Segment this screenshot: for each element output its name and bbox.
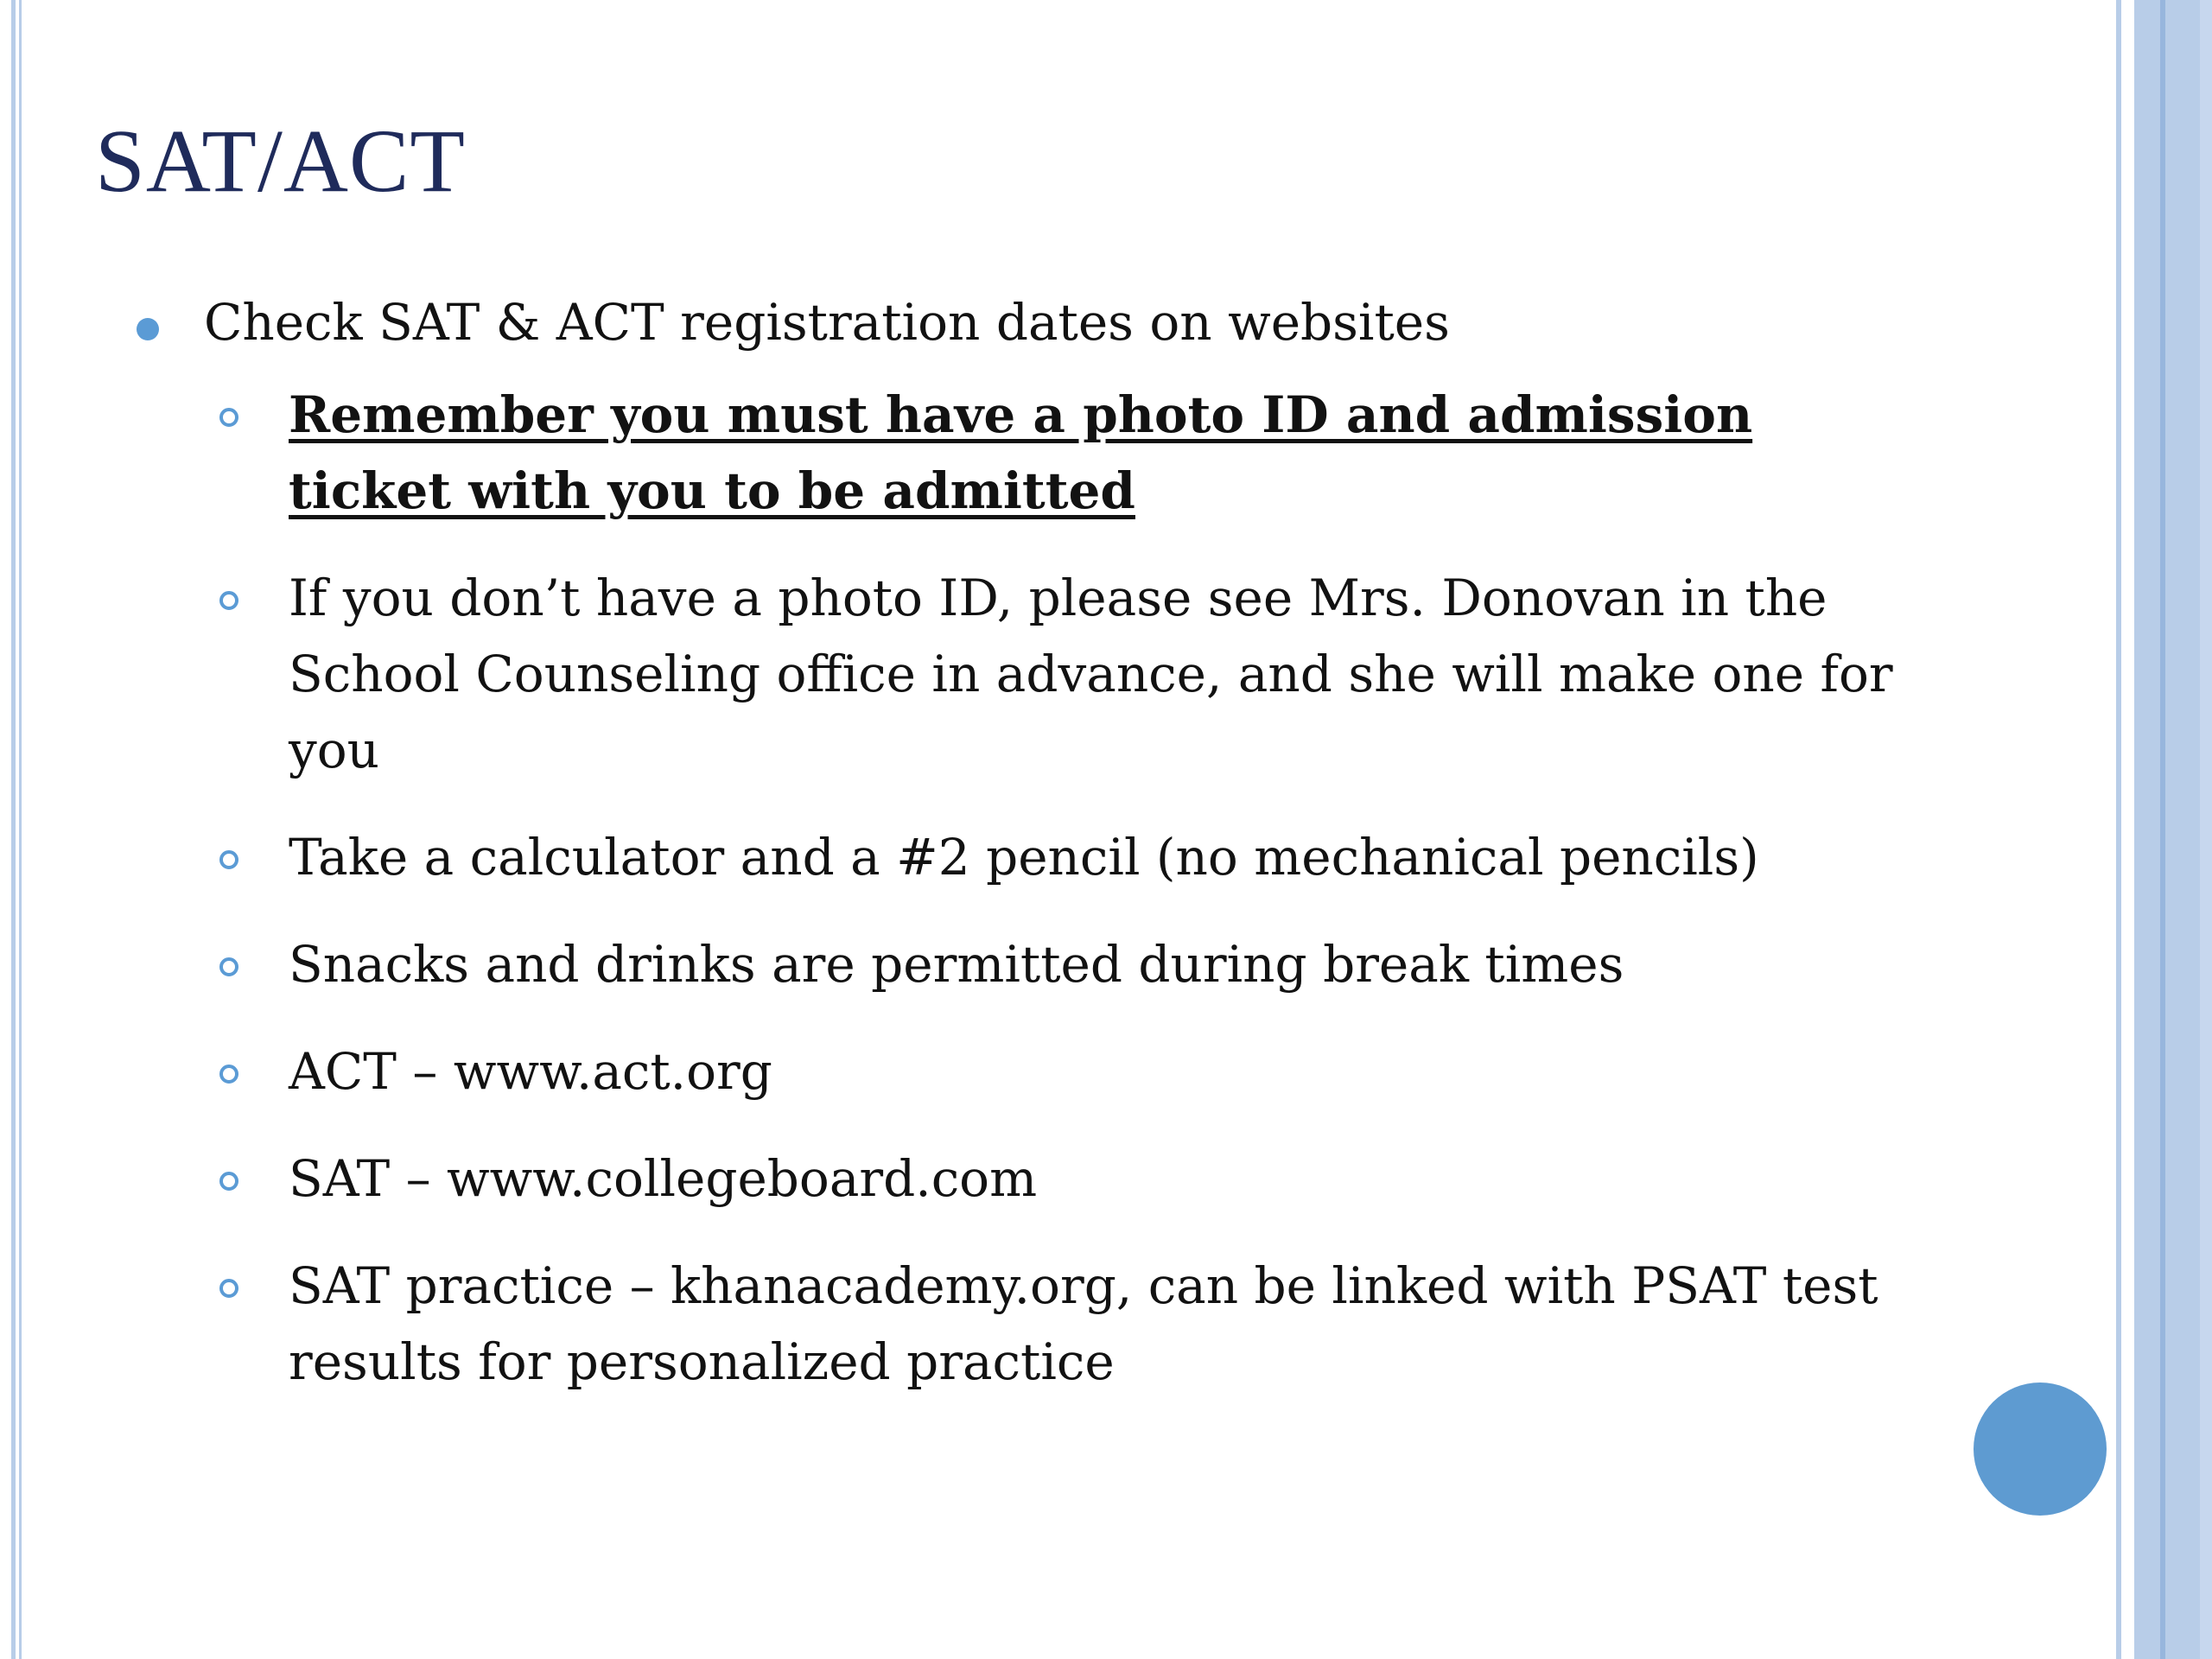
hollow-bullet-icon	[219, 850, 238, 869]
hollow-bullet-icon	[219, 1279, 238, 1298]
sub-bullet-item	[216, 1033, 1927, 1109]
sub-bullet-list	[130, 377, 1927, 1400]
hollow-bullet-icon	[219, 1172, 238, 1191]
main-bullet-text: Check SAT & ACT registration dates on websites	[204, 293, 1450, 352]
slide-title: SAT/ACT	[95, 111, 466, 211]
filled-bullet-icon	[137, 318, 159, 340]
main-bullet-item	[130, 285, 1927, 359]
hollow-bullet-icon	[219, 408, 238, 427]
photo-id-help-text: If you don’t have a photo ID, please see Mrs. Donovan in the School Counseling office in advance, and she will make one for you	[289, 569, 1893, 779]
left-border-stripe-inner	[19, 0, 22, 1659]
right-border-edge	[2200, 0, 2212, 1659]
left-border-stripe	[11, 0, 16, 1659]
right-border-stripe	[2116, 0, 2121, 1659]
sub-bullet-item	[216, 1141, 1927, 1217]
sub-bullet-item	[216, 926, 1927, 1002]
sat-practice-text: SAT practice – khanacademy.org, can be linked with PSAT test results for personalized practice	[289, 1256, 1878, 1391]
calculator-pencil-text: Take a calculator and a #2 pencil (no mechanical pencils)	[289, 828, 1759, 887]
right-border-band	[2134, 0, 2160, 1659]
sub-bullet-item	[216, 560, 1927, 788]
slide-content	[130, 285, 1927, 1431]
right-border-band-outer	[2165, 0, 2200, 1659]
photo-id-reminder-text: Remember you must have a photo ID and admission ticket with you to be admitted	[289, 385, 1753, 520]
act-website-text: ACT – www.act.org	[289, 1042, 772, 1101]
sub-bullet-item	[216, 819, 1927, 895]
hollow-bullet-icon	[219, 591, 238, 610]
hollow-bullet-icon	[219, 957, 238, 976]
hollow-bullet-icon	[219, 1065, 238, 1084]
sub-bullet-container	[130, 377, 1927, 1400]
decorative-circle-icon	[1974, 1382, 2107, 1516]
sat-website-text: SAT – www.collegeboard.com	[289, 1149, 1038, 1208]
sub-bullet-item	[216, 377, 1927, 529]
sub-bullet-item	[216, 1248, 1927, 1400]
snacks-text: Snacks and drinks are permitted during break times	[289, 935, 1624, 994]
